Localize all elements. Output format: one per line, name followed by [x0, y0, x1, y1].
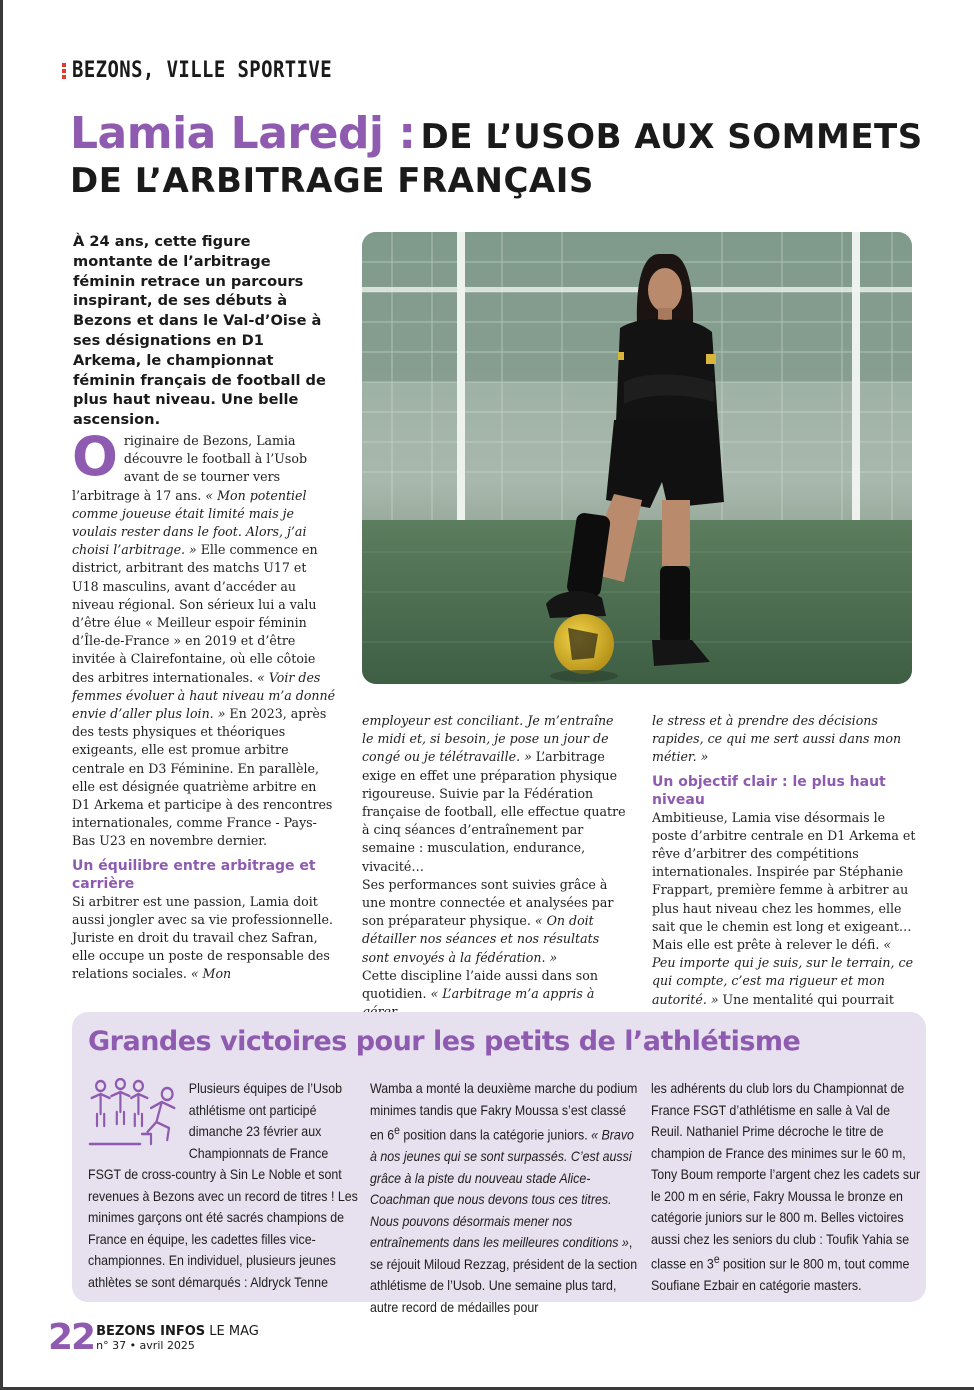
article-column-2: employeur est conciliant. Je m’entraîne le midi et, si besoin, je pose un jour de congé ou je télétravaille. » L’arbitrage exige en effet une préparation physique rigoureuse. Suivie par la Fédération française de football, elle effectue quatre à cinq séances d’entraînement par semaine : musculation, endurance, vivacité… Ses performances sont suivies grâce à une montre connectée et analysées par son préparateur physique. « On doit détailler nos séances et nos résultats sont envoyés à la fédération. » Cette discipline l’aide aussi dans son quotidien. « L’arbitrage m’a appris à [362, 712, 628, 1021]
referee-photo [362, 232, 912, 684]
quote: le stress et à prendre des décisions rapides, ce qui me sert aussi dans mon métier. » [652, 713, 902, 765]
quote: « L’arbitrage m’a appris à [430, 986, 595, 1002]
quote: « Mon [190, 966, 232, 982]
article-column-3: le stress et à prendre des décisions rapides, ce qui me sert aussi dans mon métier. » Un objectif clair : le plus haut niveau Ambitieuse, Lamia vise désormais le poste d’arbitre centrale en D1 Arkema et rêve d’arbitrer des compétitions internationales. Inspirée par Stéphanie Frappart, première femme à arbitrer au plus haut niveau chez les hommes, elle sait que le chemin est long et exigeant… Mais elle est prête à relever le défi. « Peu importe qui je suis, sur le terrain, ce qui compte, c’est ma rigueur et mon autorité. » Une mentalité qui pourrait [652, 712, 916, 1027]
page-footer [48, 1317, 259, 1358]
athletics-sidebar-box [72, 1012, 926, 1315]
quote: « Voir des femmes évoluer à haut niveau m’a donné envie d’aller plus loin. » [72, 669, 336, 722]
rubric-label: BEZONS, VILLE SPORTIVE [72, 58, 333, 83]
drop-cap: O [72, 425, 118, 488]
headline-rest: DE L’USOB AUX SOMMETS [420, 117, 923, 157]
quote: « Mon potentiel comme joueuse était limité mais je voulais rester dans le foot. Alors, j’ai choisi l’arbitrage. » [72, 487, 307, 558]
quote: « Bravo à nos jeunes qui se sont surpassés. C’est aussi grâce à la piste du nouveau stade Alice-Coachman que nous devons tous ces titres. Nous pouvons désormais mener nos entraînements dans les meilleures conditions » [370, 1127, 634, 1251]
quote: « Peu importe qui je suis, sur le terrain, ce qui compte, c’est ma rigueur et mon autorité. » [652, 937, 914, 1007]
subheading: Un objectif clair : le plus haut niveau [652, 773, 886, 808]
quote: « On doit détailler nos séances et nos résultats sont envoyés à la fédération. » [362, 913, 600, 965]
headline-line2: DE L’ARBITRAGE FRANÇAIS [70, 161, 594, 201]
box-column-3: les adhérents du club lors du Championnat de France FSGT d’athlétisme en salle à Val de Reuil. Nathaniel Prime décroche le titre de champion de France des minimes sur le 60 m, Tony Boum remporte l’argent chez les cadets sur le 200 m en série, Fakry Moussa le bronze en catégorie juniors sur le 800 m. Belles victoires aussi chez les seniors du club : Toufik Yahia se classe en 3e position sur le 800 m, tout comme Soufiane Ezbair en catégorie masters. [651, 1081, 921, 1294]
box-column-2: Wamba a monté la deuxième marche du podium minimes tandis que Fakry Moussa s’est classé en 6e position dans la catégorie juniors. « Bravo à nos jeunes qui se sont surpassés. C’est aussi grâce à la piste du nouveau stade Alice-Coachman que nous devons tous ces titres. Nous pouvons désormais mener nos entraînements dans les meilleures conditions », se réjouit Miloud Rezzag, président de la section athlétisme de l’Usob. Une semaine plus tard, autre record de médailles pour [370, 1081, 638, 1315]
page-number: 22 [48, 1317, 95, 1358]
issue-info: n° 37 • avril 2025 [96, 1338, 195, 1352]
article-lead: À 24 ans, cette figure montante de l’arbitrage féminin retrace un parcours inspirant, de ses débuts à Bezons et dans le Val-d’Oise à ses désignations en D1 Arkema, le championnat féminin français de football de plus haut niveau. Une belle ascension. [73, 233, 326, 429]
page-frame-left [0, 0, 3, 1390]
box-column-1: Plusieurs équipes de l’Usob athlétisme ont participé dimanche 23 février aux Championnats de France FSGT de cross-country à Sin Le Noble et sont revenues à Bezons avec un record de titres ! Les minimes garçons ont été sacrés champions de France en équipe, les cadettes filles vice-championnes. En individuel, plusieurs jeunes athlètes se sont démarqués : Aldryck Tenne [88, 1078, 358, 1293]
rubric-marker-icon [62, 63, 66, 79]
magazine-name: BEZONS INFOS LE MAG [96, 1323, 259, 1339]
headline-name: Lamia Laredj : [70, 108, 416, 159]
article-headline [70, 108, 950, 201]
section-rubric [62, 58, 374, 83]
box-title: Grandes victoires pour les petits de l’athlétisme [88, 1026, 801, 1057]
athletes-running-icon [88, 1078, 185, 1146]
quote: employeur est conciliant. Je m’entraîne le midi et, si besoin, je pose un jour de congé ou je télétravaille. » [362, 713, 614, 765]
subheading: Un équilibre entre arbitrage et carrière [72, 857, 316, 892]
article-column-1: Originaire de Bezons, Lamia découvre le football à l’Usob avant de se tourner vers l’arbitrage à 17 ans. « Mon potentiel comme joueuse était limité mais je voulais rester dans le foot. Alors, j’ai choisi l’arbitrage. » Elle commence en district, arbitrant des matchs U17 et U18 masculins, avant d’accéder au niveau régional. Son sérieux lui a valu d’être élue « Meilleur espoir féminin d’Île-de-France » en 2019 et d’être invitée à Clairefontaine, où elle côtoie des arbitres internationales. « Voir des femmes évoluer à haut niveau m’a donné envie d’aller plus loin. » En 2023, après des tests physiques et théoriques exigeants, elle est promue arbitre centrale en D3 Féminine. En parallèle, elle est désignée quatrième arbitre en D1 Arkema et participe à des rencontres internationales, comme France - Pays-Bas U23 en novembre dernier. Un équilibre entre arbitrage et carrière Si arbitrer est une passion, Lamia doit aussi jongler avec sa vie professionnelle. Juriste en droit du travail chez Safran, elle occupe un poste de responsable des relations sociales. « Mon [72, 425, 336, 982]
